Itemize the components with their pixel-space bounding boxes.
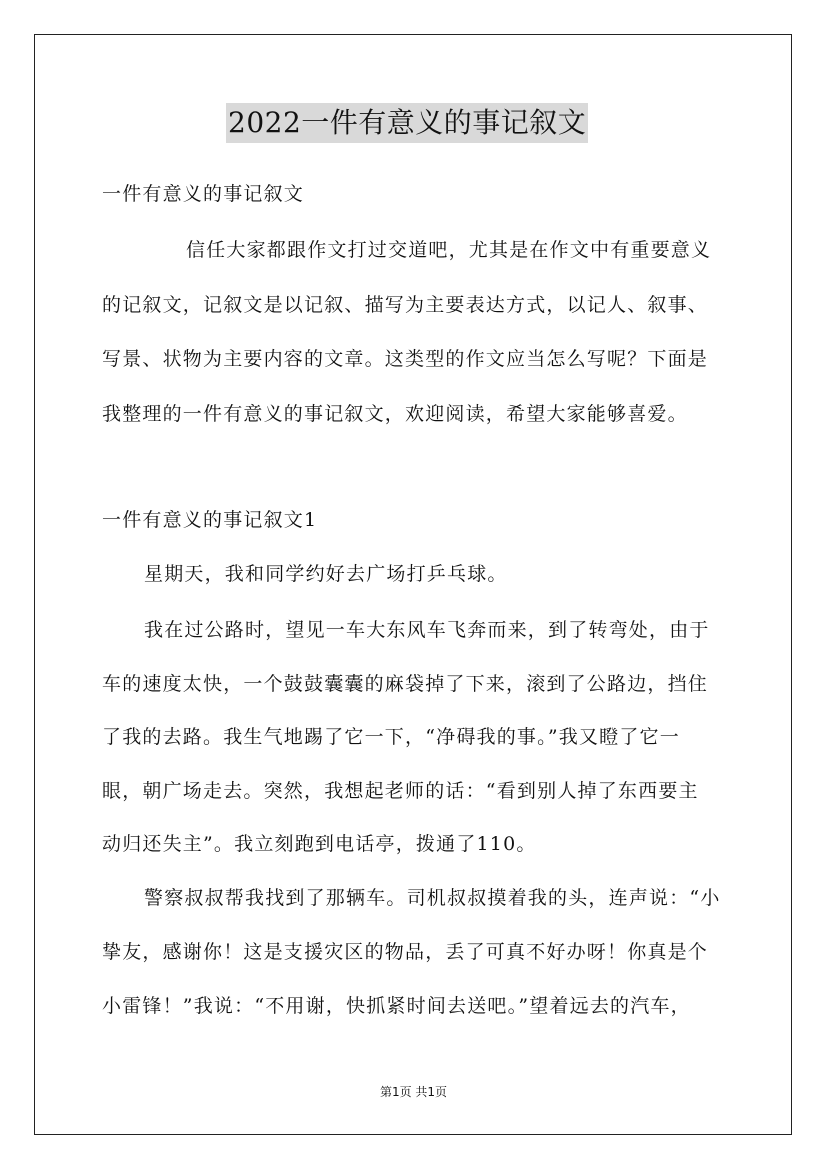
body-line: 挚友，感谢你！这是支援灾区的物品，丢了可真不好办呀！你真是个 — [102, 941, 709, 963]
body-line: 车的速度太快，一个鼓鼓囊囊的麻袋掉了下来，滚到了公路边，挡住 — [102, 673, 709, 695]
page-footer: 第1页 共1页 — [379, 1085, 448, 1099]
body-line: 眼，朝广场走去。突然，我想起老师的话：“看到别人掉了东西要主 — [102, 780, 699, 802]
intro-line: 写景、状物为主要内容的文章。这类型的作文应当怎么写呢？下面是 — [102, 348, 709, 370]
body-line: 星期天，我和同学约好去广场打乒乓球。 — [144, 563, 508, 585]
intro-line: 的记叙文，记叙文是以记叙、描写为主要表达方式，以记人、叙事、 — [102, 294, 709, 316]
intro-line: 信任大家都跟作文打过交道吧，尤其是在作文中有重要意义 — [186, 239, 712, 261]
body-line: 动归还失主”。我立刻跑到电话亭，拨通了110。 — [102, 833, 537, 855]
section-heading: 一件有意义的事记叙文1 — [102, 509, 318, 531]
body-line: 了我的去路。我生气地踢了它一下，“净碍我的事。”我又瞪了它一 — [102, 726, 680, 748]
body-line: 警察叔叔帮我找到了那辆车。司机叔叔摸着我的头，连声说：“小 — [144, 887, 721, 909]
document-title: 2022一件有意义的事记叙文 — [226, 103, 588, 143]
body-line: 我在过公路时，望见一车大东风车飞奔而来，到了转弯处，由于 — [144, 619, 710, 641]
body-line: 小雷锋！”我说：“不用谢，快抓紧时间去送吧。”望着远去的汽车， — [102, 995, 691, 1017]
subtitle: 一件有意义的事记叙文 — [102, 183, 305, 205]
intro-line: 我整理的一件有意义的事记叙文，欢迎阅读，希望大家能够喜爱。 — [102, 403, 688, 425]
